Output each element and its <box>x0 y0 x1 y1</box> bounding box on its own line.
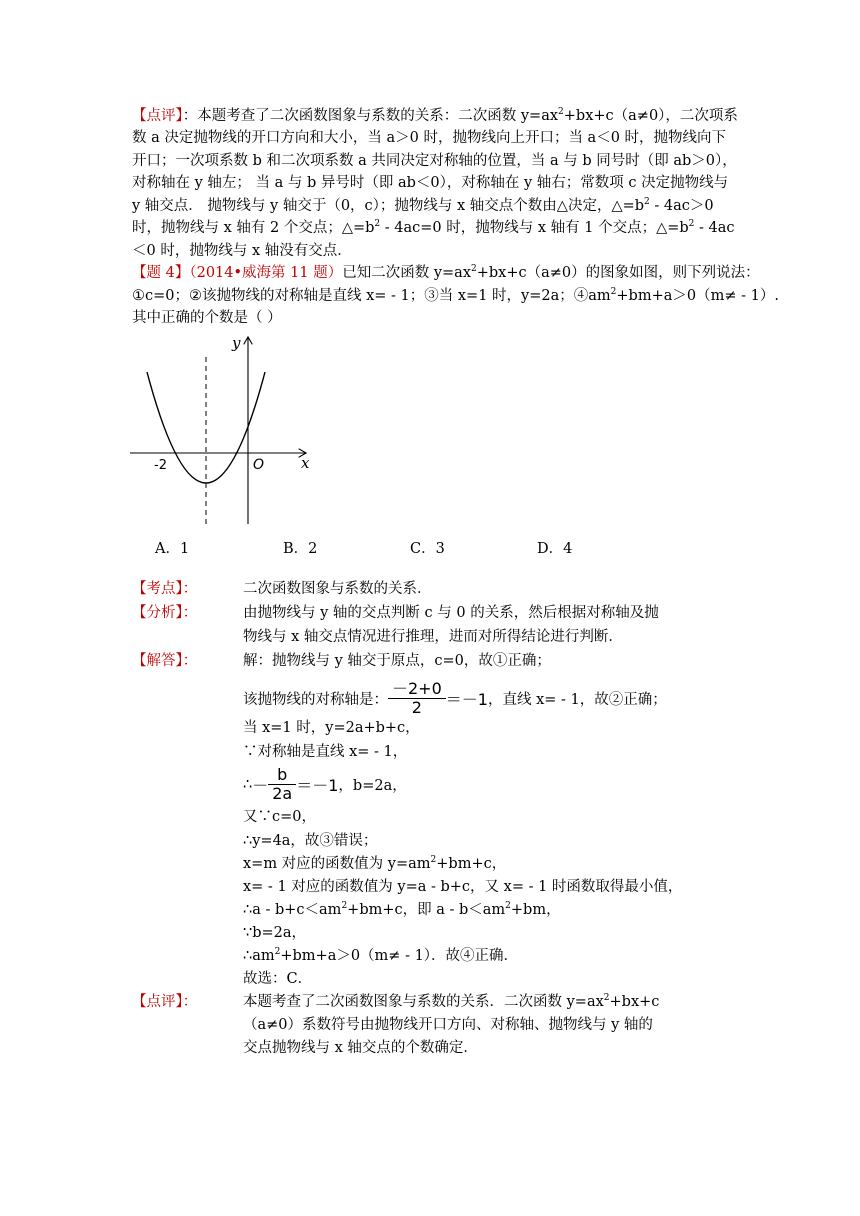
review1-tag: 【点评】 <box>132 108 183 124</box>
review1-line-3: 开口；一次项系数 b 和二次项系数 a 共同决定对称轴的位置，当 a 与 b 同号时（即 ab＞0）， <box>132 153 737 169</box>
question-line-2: ①c=0；②该抛物线的对称轴是直线 x= - 1；③当 x=1 时，y=2a；$④am^2+bm+a>0(m\ne - 1)$. <box>132 287 779 304</box>
review2-line-1: 本题考查了二次函数图象与系数的关系．二次函数 $y=ax^2+bx+c$ <box>243 993 660 1010</box>
jieda-line-7: ∴y=4a，故③错误； <box>243 833 378 849</box>
jieda-line-1: 解：抛物线与 y 轴交于原点，c=0，故①正确； <box>243 653 551 669</box>
jieda-line-11: ∵b=2a， <box>243 925 307 941</box>
jieda-line-13: 故选：C． <box>243 971 313 987</box>
jieda-line-6: 又∵c=0， <box>243 809 316 825</box>
review1-line-5: y 轴交点． 抛物线与 y 轴交于（0，c）；抛物线与 x 轴交点个数由△决定，$\triangle=b^2 - 4ac>0$ <box>132 197 714 214</box>
review1-line-6: 时，抛物线与 x 轴有 2 个交点；$\triangle=b^2 - 4ac=0$ 时，抛物线与 x 轴有 1 个交点；$\triangle=b^2 - 4ac$ <box>132 219 735 236</box>
jieda-line-10: ∴a - $b+c<am^2+bm+c$，即 $a - b<am^2+bm$， <box>243 901 561 918</box>
review2-tag: 【点评】： <box>132 994 198 1010</box>
jieda-line-5: ∴ － $\frac{b}{2a}$ ＝－1 ，b=2a， <box>243 765 407 803</box>
jieda-line-2: 该抛物线的对称轴是： $\frac{-2+0}{2}$ ＝－1 ，直线 x= - 1，故②正确； <box>243 679 667 717</box>
jieda-line-9: x= - 1 对应的函数值为 y=a - b+c，又 x= - 1 时函数取得最小值， <box>243 879 683 895</box>
review2-line-3: 交点抛物线与 x 轴交点的个数确定． <box>243 1040 478 1056</box>
jieda-line-12: $\therefore am^2+bm+a>0(m\ne - 1)$．故④正确． <box>243 947 519 964</box>
neg2-label: -2 <box>154 458 167 473</box>
kaodian-text: 二次函数图象与系数的关系． <box>243 581 432 597</box>
option-c[interactable]: C．3 <box>410 541 445 557</box>
fenxi-line-1: 由抛物线与 y 轴的交点判断 c 与 0 的关系，然后根据对称轴及抛 <box>243 605 659 621</box>
jieda-tag: 【解答】： <box>132 653 198 669</box>
review1-line-2: 数 a 决定抛物线的开口方向和大小，当 a＞0 时，抛物线向上开口；当 a＜0 时，抛物线向下 <box>132 130 727 146</box>
review1-line-4: 对称轴在 y 轴左； 当 a 与 b 异号时（即 ab＜0），对称轴在 y 轴右；常数项 c 决定抛物线与 <box>132 175 729 191</box>
fraction-axis: $\frac{-2+0}{2}$ <box>388 680 446 717</box>
question-line-1: 【题 4】（2014•威海第 11 题）已知二次函数 $y=ax^2+bx+c(a\ne 0)$的图象如图，则下列说法： <box>132 264 760 281</box>
review1-line-7: ＜0 时，抛物线与 x 轴没有交点． <box>132 243 352 259</box>
fenxi-line-2: 物线与 x 轴交点情况进行推理，进而对所得结论进行判断． <box>243 629 623 645</box>
fenxi-tag: 【分析】： <box>132 605 198 621</box>
jieda-line-8: x=m 对应的函数值为 $y=am^2+bm+c$， <box>243 855 507 872</box>
review1-line-1: 【点评】：本题考查了二次函数图象与系数的关系：二次函数 $y=ax^2+bx+c(a\ne 0)$，二次项系 <box>132 107 738 124</box>
kaodian-tag: 【考点】： <box>132 581 198 597</box>
option-d[interactable]: D．4 <box>537 541 573 557</box>
review2-line-2: （a≠0）系数符号由抛物线开口方向、对称轴、抛物线与 y 轴的 <box>243 1017 653 1033</box>
question-tag: 【题 4】 <box>132 265 190 281</box>
x-axis-label: x <box>301 454 310 472</box>
jieda-line-4: ∵对称轴是直线 x= - 1， <box>243 744 408 760</box>
parabola-graph <box>125 332 320 527</box>
y-axis-label: y <box>232 334 241 352</box>
question-line-3: 其中正确的个数是（ ） <box>132 310 282 326</box>
jieda-line-3: 当 x=1 时，y=2a+b+c， <box>243 720 420 736</box>
fraction-b-2a: $\frac{b}{2a}$ <box>268 766 296 803</box>
option-a[interactable]: A．1 <box>155 541 190 557</box>
option-b[interactable]: B．2 <box>283 541 318 557</box>
question-source: （2014•威海第 11 题） <box>189 265 343 281</box>
origin-label: O <box>253 457 265 473</box>
